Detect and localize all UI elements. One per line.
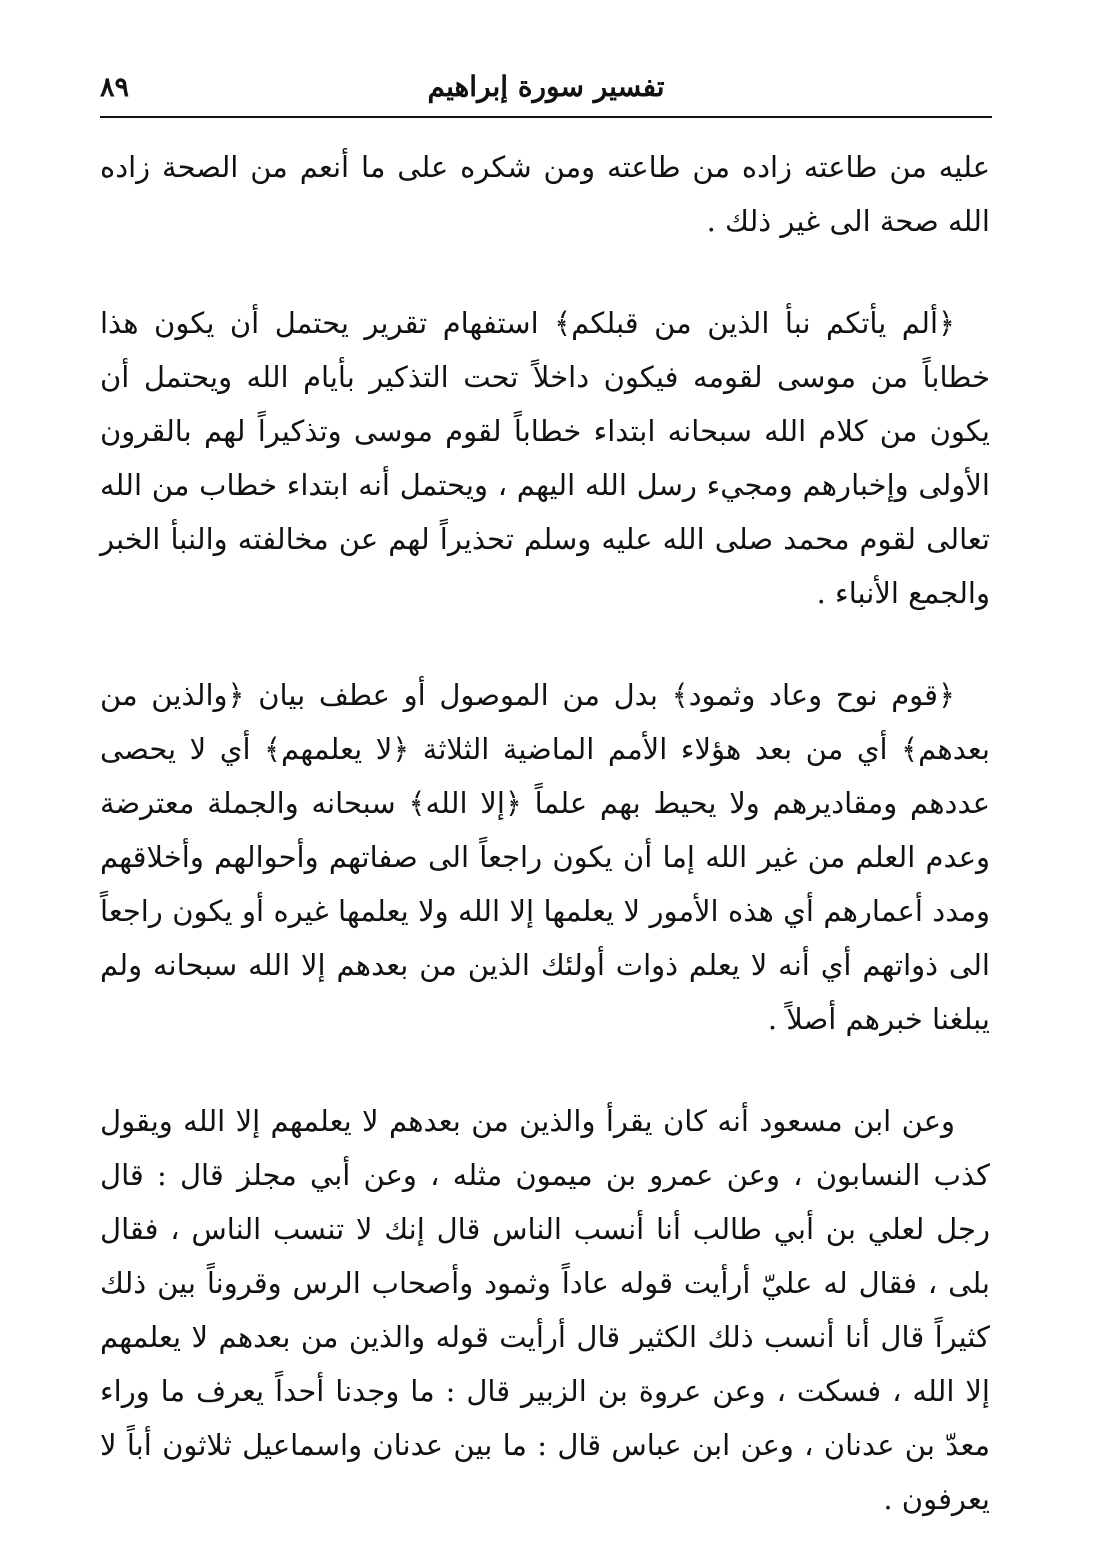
page-number: ٨٩	[100, 72, 130, 103]
paragraph: عليه من طاعته زاده من طاعته ومن شكره على ما أنعم من الصحة زاده الله صحة الى غير ذلك .	[100, 150, 990, 238]
running-title: تفسير سورة إبراهيم	[427, 70, 665, 103]
paragraph: وعن ابن مسعود أنه كان يقرأ والذين من بعدهم لا يعلمهم إلا الله ويقول كذب النسابون ، وعن عمرو بن ميمون مثله ، وعن أبي مجلز قال : قال رجل لعلي بن أبي طالب أنا أنسب الناس قال إنك لا تنسب الناس ، فقال بلى ، فقال له عليّ أرأيت قوله عاداً وثمود وأصحاب الرس وقروناً بين ذلك كثيراً قال أنا أنسب ذلك الكثير قال أرأيت قوله والذين من بعدهم لا يعلمهم إلا الله ، فسكت ، وعن عروة بن الزبير قال : ما وجدنا أحداً يعرف ما وراء معدّ بن عدنان ، وعن ابن عباس قال : ما بين عدنان واسماعيل ثلاثون أباً لا يعرفون .	[100, 1104, 990, 1516]
body-text	[100, 140, 990, 1566]
page-header	[100, 68, 992, 118]
paragraph: ﴿قوم نوح وعاد وثمود﴾ بدل من الموصول أو عطف بيان ﴿والذين من بعدهم﴾ أي من بعد هؤلاء الأمم الماضية الثلاثة ﴿لا يعلمهم﴾ أي لا يحصى عددهم ومقاديرهم ولا يحيط بهم علماً ﴿إلا الله﴾ سبحانه والجملة معترضة وعدم العلم من غير الله إما أن يكون راجعاً الى صفاتهم وأحوالهم وأخلاقهم ومدد أعمارهم أي هذه الأمور لا يعلمها إلا الله ولا يعلمها غيره أو يكون راجعاً الى ذواتهم أي أنه لا يعلم ذوات أولئك الذين من بعدهم إلا الله سبحانه ولم يبلغنا خبرهم أصلاً .	[100, 678, 990, 1036]
paragraph: ﴿ألم يأتكم نبأ الذين من قبلكم﴾ استفهام تقرير يحتمل أن يكون هذا خطاباً من موسى لقومه فيكون داخلاً تحت التذكير بأيام الله ويحتمل أن يكون من كلام الله سبحانه ابتداء خطاباً لقوم موسى وتذكيراً لهم بالقرون الأولى وإخبارهم ومجيء رسل الله اليهم ، ويحتمل أنه ابتداء خطاب من الله تعالى لقوم محمد صلى الله عليه وسلم تحذيراً لهم عن مخالفته والنبأ الخبر والجمع الأنباء .	[100, 306, 990, 610]
